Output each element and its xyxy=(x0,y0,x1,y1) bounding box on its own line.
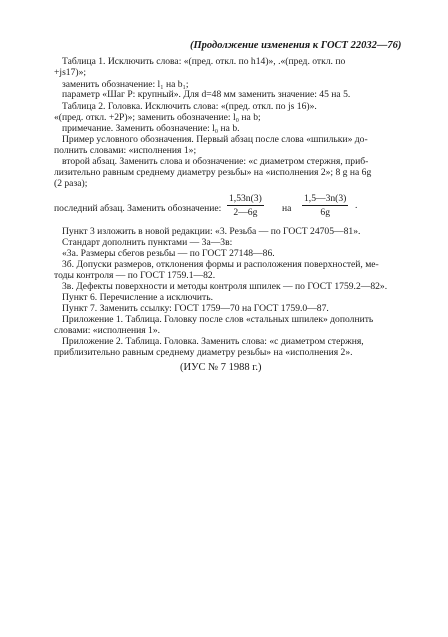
text-line: «(пред. откл. +2P)»; заменить обозначение: l₀ на b; xyxy=(54,112,261,123)
text-line: +js17)»; xyxy=(54,67,87,78)
text-line: Пример условного обозначения. Первый абзац после слова «шпильки» до- xyxy=(62,134,368,145)
text-line: Таблица 2. Головка. Исключить слова: «(пред. откл. по js 16)». xyxy=(62,101,317,112)
text-line: (2 раза); xyxy=(54,178,88,189)
document-header: (Продолжение изменения к ГОСТ 22032—76) xyxy=(190,40,402,51)
text-line: полнить словами: «исполнения 1»; xyxy=(54,145,197,156)
text-line: 3б. Допуски размеров, отклонения формы и расположения поверхностей, ме- xyxy=(62,259,379,270)
text-line: на xyxy=(282,203,292,214)
text-line: тоды контроля — по ГОСТ 1759.1—82. xyxy=(54,270,216,281)
text-line: Пункт 7. Заменить ссылку: ГОСТ 1759—70 на ГОСТ 1759.0—87. xyxy=(62,303,329,314)
text-line: Таблица 1. Исключить слова: «(пред. откл. по h14)», .«(пред. откл. по xyxy=(62,56,346,67)
text-line: Пункт 6. Перечисление а исключить. xyxy=(62,292,213,303)
formula-fraction xyxy=(302,193,348,218)
text-line: второй абзац. Заменить слова и обозначение: «с диаметром стержня, приб- xyxy=(62,156,369,167)
fraction-numerator: 1,5—3n(3) xyxy=(304,193,347,204)
text-line: лизительно равным среднему диаметру резьбы» на «исполнения 2»; 8 g на 6g xyxy=(54,167,372,178)
text-line: словами: «исполнения 1». xyxy=(54,325,161,336)
fraction-numerator: 1,53n(3) xyxy=(229,193,262,204)
formula-fraction xyxy=(227,193,264,218)
text-line: примечание. Заменить обозначение: l₀ на b. xyxy=(62,123,240,134)
text-line: параметр «Шаг P: крупный». Для d=48 мм заменить значение: 45 на 5. xyxy=(62,89,351,100)
fraction-denominator: 6g xyxy=(320,207,330,218)
text-line: Стандарт дополнить пунктами — 3а—3в: xyxy=(62,237,233,248)
text-line: последний абзац. Заменить обозначение: xyxy=(54,203,222,214)
text-line: Пункт 3 изложить в новой редакции: «3. Резьба — по ГОСТ 24705—81». xyxy=(62,226,361,237)
text-line: 3в. Дефекты поверхности и методы контроля шпилек — по ГОСТ 1759.2—82». xyxy=(62,281,388,292)
text-line: заменить обозначение: l₁ на b₁; xyxy=(62,79,189,90)
text-line: «3а. Размеры сбегов резьбы — по ГОСТ 27148—86. xyxy=(62,248,275,259)
text-line: . xyxy=(355,200,358,211)
document-footer: (ИУС № 7 1988 г.) xyxy=(180,362,262,373)
text-line: Приложение 1. Таблица. Головку после слов «стальных шпилек» дополнить xyxy=(62,314,374,325)
text-line: приблизительно равным среднему диаметру резьбы» на «исполнения 2». xyxy=(54,347,353,358)
text-line: Приложение 2. Таблица. Головка. Заменить слова: «с диаметром стержня, xyxy=(62,336,364,347)
fraction-denominator: 2—6g xyxy=(233,207,258,218)
